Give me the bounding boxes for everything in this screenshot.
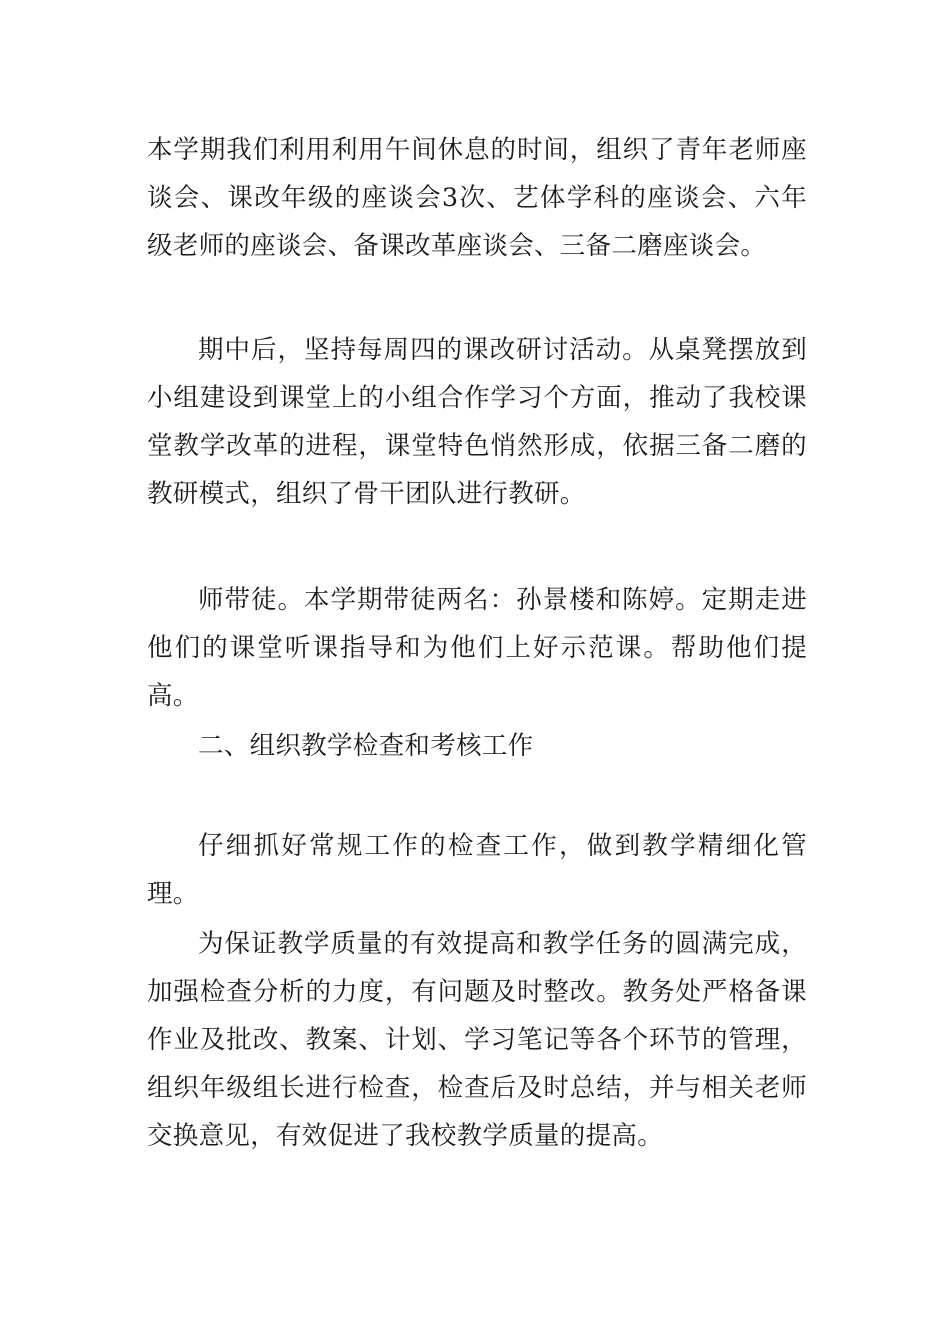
paragraph-quality-assurance: 为保证教学质量的有效提高和教学任务的圆满完成，加强检查分析的力度，有问题及时整改。教务处严格备课作业及批改、教案、计划、学习笔记等各个环节的管理，组织年级组长进行检查，检查后及时总结，并与相关老师交换意见，有效促进了我校教学质量的提高。	[147, 929, 807, 1151]
section-heading: 二、组织教学检查和考核工作	[198, 731, 534, 761]
paragraph-seminars: 本学期我们利用利用午间休息的时间，组织了青年老师座谈会、课改年级的座谈会3次、艺体学科的座谈会、六年级老师的座谈会、备课改革座谈会、三备二磨座谈会。	[147, 135, 807, 261]
paragraph-curriculum-reform: 期中后，坚持每周四的课改研讨活动。从桌凳摆放到小组建设到课堂上的小组合作学习个方面，推动了我校课堂教学改革的进程，课堂特色悄然形成，依据三备二磨的教研模式，组织了骨干团队进行教研。	[147, 335, 807, 509]
paragraph-routine-inspection: 仔细抓好常规工作的检查工作，做到教学精细化管理。	[147, 831, 807, 909]
paragraph-mentoring: 师带徒。本学期带徒两名：孙景楼和陈婷。定期走进他们的课堂听课指导和为他们上好示范课。帮助他们提高。	[147, 585, 807, 711]
